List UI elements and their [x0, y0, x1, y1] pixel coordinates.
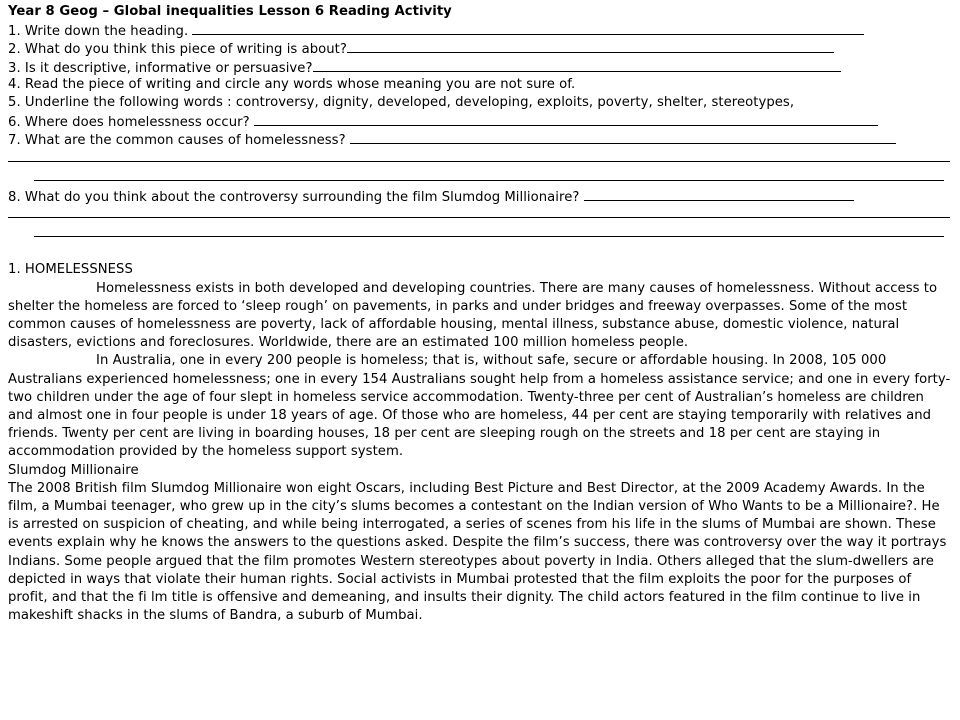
question-8-text: 8. What do you think about the controversy surrounding the film Slumdog Millionaire? [8, 189, 580, 205]
spacer [8, 243, 952, 261]
answer-line-8[interactable] [584, 187, 854, 201]
paragraph-slumdog: The 2008 British film Slumdog Millionaire won eight Oscars, including Best Picture and Best Director, at the 2009 Academy Awards. In the film, a Mumbai teenager, who grew up in the city’s slums becomes a contestant on the Indian version of Who Wants to be a Millionaire?. He is arrested on suspicion of cheating, and while being interrogated, a series of scenes from his life in the slums of Mumbai are shown. These events explain why he knows the answers to the questions asked. Despite the film’s success, there was controversy over the way it portrays Indians. Some people argued that the film promotes Western stereotypes about poverty in India. Others alleged that the slum-dwellers are depicted in ways that violate their human rights. Social activists in Mumbai protested that the film exploits the poor for the purposes of profit, and that the fi lm title is offensive and demeaning, and insults their dignity. The child actors featured in the film continue to live in makeshift shacks in the slums of Bandra, a suburb of Mumbai. [8, 480, 947, 624]
answer-line-8b[interactable] [8, 205, 950, 218]
question-1-text: 1. Write down the heading. [8, 24, 189, 40]
question-7-text: 7. What are the common causes of homelessness? [8, 133, 346, 149]
worksheet-page [8, 3, 952, 625]
section-title-slumdog: Slumdog Millionaire [8, 462, 139, 478]
question-2-text: 2. What do you think this piece of writing is about? [8, 42, 347, 58]
answer-line-6[interactable] [254, 112, 878, 126]
paragraph-homelessness-1: Homelessness exists in both developed and developing countries. There are many causes of homelessness. Without access to shelter the homeless are forced to ‘sleep rough’ on pavements, in parks and under bridges and freeway overpasses. Some of the most common causes of homelessness are poverty, lack of affordable housing, mental illness, substance abuse, domestic violence, natural disasters, evictions and foreclosures. Worldwide, there are an estimated 100 million homeless people. [8, 280, 938, 351]
answer-line-7b[interactable] [8, 149, 950, 162]
question-8 [8, 187, 952, 205]
question-5-text: 5. Underline the following words : controversy, dignity, developed, developing, exploits, poverty, shelter, stereotypes, [8, 94, 795, 110]
question-5 [8, 94, 952, 112]
question-7 [8, 130, 952, 148]
answer-line-2[interactable] [347, 39, 834, 53]
answer-line-7c[interactable] [34, 168, 944, 181]
paragraph-australia: In Australia, one in every 200 people is homeless; that is, without safe, secure or affordable housing. In 2008, 105 000 Australians experienced homelessness; one in every 154 Australians sought help from a homeless assistance service; and one in every forty-two children under the age of four slept in homeless service accommodation. Twenty-three per cent of Australian’s homeless are children and almost one in four people is under 18 years of age. Of those who are homeless, 44 per cent are staying temporarily with relatives and friends. Twenty per cent are living in boarding houses, 18 per cent are sleeping rough on the streets and 18 per cent are staying in accommodation provided by the homeless support system. [8, 353, 951, 460]
question-3 [8, 58, 952, 76]
worksheet-heading: Year 8 Geog – Global inequalities Lesson 6 Reading Activity [8, 4, 452, 19]
section-title-homelessness: 1. HOMELESSNESS [8, 262, 133, 278]
answer-line-3[interactable] [313, 58, 841, 72]
question-4-text: 4. Read the piece of writing and circle any words whose meaning you are not sure of. [8, 76, 576, 92]
question-1 [8, 21, 952, 39]
question-4 [8, 76, 952, 94]
answer-line-7[interactable] [350, 130, 896, 144]
question-6-text: 6. Where does homelessness occur? [8, 115, 250, 131]
question-3-text: 3. Is it descriptive, informative or persuasive? [8, 60, 313, 76]
answer-line-8c[interactable] [34, 224, 944, 237]
question-2 [8, 39, 952, 57]
question-6 [8, 112, 952, 130]
answer-line-1[interactable] [192, 21, 864, 35]
